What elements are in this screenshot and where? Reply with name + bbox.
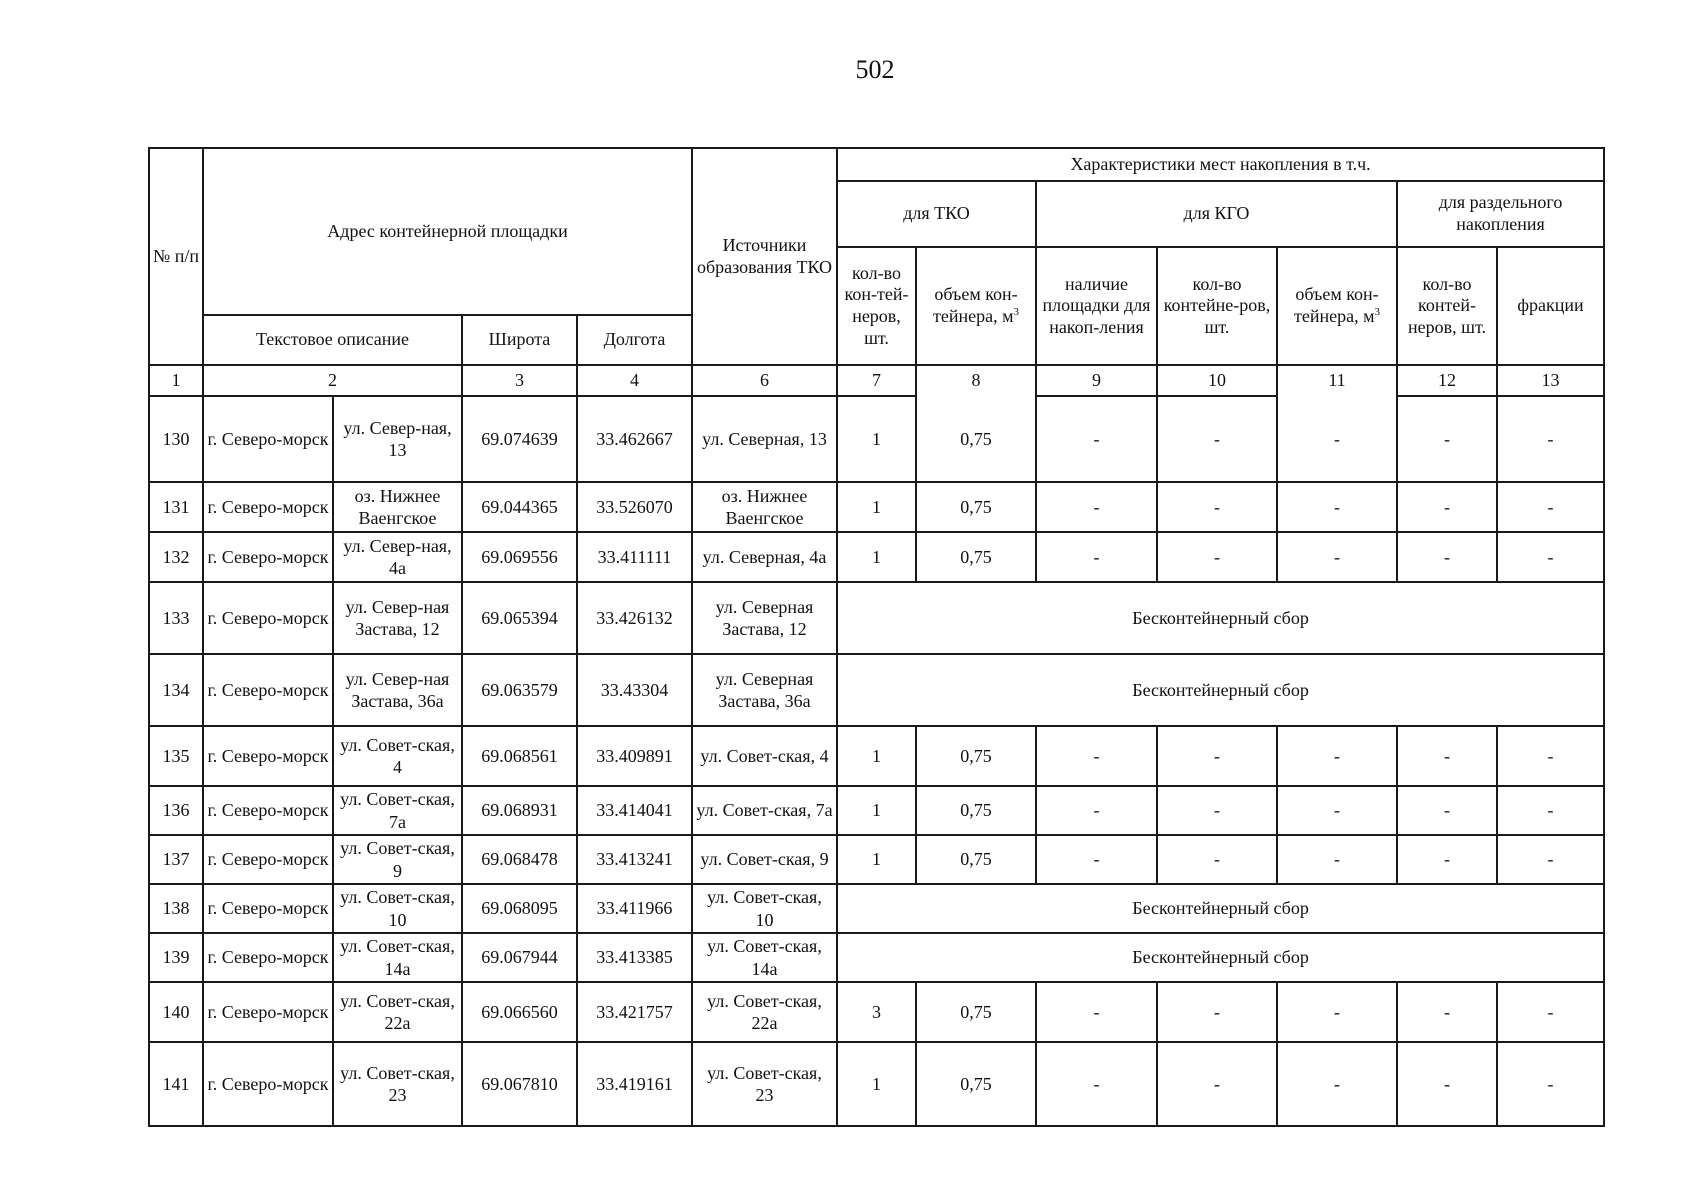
source-cell: ул. Совет-ская, 9: [692, 835, 837, 884]
longitude-cell: 33.411966: [577, 884, 692, 933]
col-number: 10: [1157, 365, 1277, 396]
latitude-cell: 69.068931: [462, 786, 577, 835]
sep-fractions-cell: -: [1497, 786, 1604, 835]
tko-count-cell: 1: [837, 835, 916, 884]
latitude-cell: 69.068095: [462, 884, 577, 933]
source-cell: ул. Совет-ская, 14а: [692, 933, 837, 982]
street-cell: ул. Север-ная Застава, 36а: [333, 654, 462, 726]
latitude-cell: 69.063579: [462, 654, 577, 726]
table-row: [149, 884, 1604, 933]
row-number-cell: 133: [149, 582, 203, 654]
sep-fractions-cell: -: [1497, 396, 1604, 482]
containerless-collection-cell: Бесконтейнерный сбор: [837, 933, 1604, 982]
source-cell: ул. Северная Застава, 36а: [692, 654, 837, 726]
row-number-cell: 135: [149, 726, 203, 786]
latitude-cell: 69.068478: [462, 835, 577, 884]
table-row: [149, 654, 1604, 726]
kgo-count-cell: -: [1157, 532, 1277, 582]
tko-count-cell: 3: [837, 982, 916, 1042]
header-address-group: Адрес контейнерной площадки: [203, 148, 692, 315]
tko-count-cell: 1: [837, 1042, 916, 1126]
row-number-cell: 134: [149, 654, 203, 726]
row-number-cell: 130: [149, 396, 203, 482]
kgo-count-cell: -: [1157, 726, 1277, 786]
street-cell: ул. Совет-ская, 7а: [333, 786, 462, 835]
header-latitude: Широта: [462, 315, 577, 365]
kgo-site-cell: -: [1036, 982, 1157, 1042]
kgo-count-cell: -: [1157, 835, 1277, 884]
col-number: 13: [1497, 365, 1604, 396]
source-cell: ул. Северная, 4а: [692, 532, 837, 582]
header-tko-volume: объем кон-тейнера, $м^3$: [916, 247, 1036, 365]
sep-fractions-cell: -: [1497, 532, 1604, 582]
table-body: [149, 396, 1604, 1126]
source-cell: ул. Совет-ская, 22а: [692, 982, 837, 1042]
tko-volume-cell: 0,75: [916, 982, 1036, 1042]
containerless-collection-cell: Бесконтейнерный сбор: [837, 654, 1604, 726]
col-number: 1: [149, 365, 203, 396]
kgo-site-cell: -: [1036, 1042, 1157, 1126]
kgo-site-cell: -: [1036, 396, 1157, 482]
containerless-collection-cell: Бесконтейнерный сбор: [837, 884, 1604, 933]
table-row: [149, 582, 1604, 654]
kgo-site-cell: -: [1036, 482, 1157, 532]
city-cell: г. Северо-морск: [203, 786, 333, 835]
header-longitude: Долгота: [577, 315, 692, 365]
street-cell: ул. Совет-ская, 9: [333, 835, 462, 884]
page-number: 502: [855, 55, 895, 84]
col-number: 2: [203, 365, 462, 396]
header-sources: Источники образования ТКО: [692, 148, 837, 365]
latitude-cell: 69.067810: [462, 1042, 577, 1126]
kgo-volume-cell: -: [1277, 982, 1397, 1042]
header-characteristics: Характеристики мест накопления в т.ч.: [837, 148, 1604, 181]
city-cell: г. Северо-морск: [203, 482, 333, 532]
kgo-volume-cell: -: [1277, 786, 1397, 835]
sep-fractions-cell: -: [1497, 726, 1604, 786]
longitude-cell: 33.411111: [577, 532, 692, 582]
source-cell: ул. Совет-ская, 23: [692, 1042, 837, 1126]
longitude-cell: 33.421757: [577, 982, 692, 1042]
kgo-count-cell: -: [1157, 786, 1277, 835]
sep-count-cell: -: [1397, 532, 1497, 582]
sep-fractions-cell: -: [1497, 482, 1604, 532]
header-kgo-group: для КГО: [1036, 181, 1397, 247]
kgo-count-cell: -: [1157, 982, 1277, 1042]
tko-volume-cell: 0,75: [916, 482, 1036, 532]
column-numbers-row: [149, 365, 1604, 396]
latitude-cell: 69.069556: [462, 532, 577, 582]
longitude-cell: 33.462667: [577, 396, 692, 482]
tko-volume-cell: 0,75: [916, 1042, 1036, 1126]
street-cell: оз. Нижнее Ваенгское: [333, 482, 462, 532]
tko-volume-cell: 0,75: [916, 396, 1036, 482]
row-number-cell: 131: [149, 482, 203, 532]
tko-count-cell: 1: [837, 532, 916, 582]
sep-fractions-cell: -: [1497, 1042, 1604, 1126]
street-cell: ул. Совет-ская, 23: [333, 1042, 462, 1126]
header-kgo-count: кол-во контейне-ров, шт.: [1157, 247, 1277, 365]
sep-count-cell: -: [1397, 396, 1497, 482]
tko-volume-cell: 0,75: [916, 786, 1036, 835]
latitude-cell: 69.074639: [462, 396, 577, 482]
longitude-cell: 33.409891: [577, 726, 692, 786]
header-text-desc: Текстовое описание: [203, 315, 462, 365]
latitude-cell: 69.068561: [462, 726, 577, 786]
table-row: [149, 786, 1604, 835]
city-cell: г. Северо-морск: [203, 532, 333, 582]
kgo-volume-cell: -: [1277, 1042, 1397, 1126]
tko-count-cell: 1: [837, 482, 916, 532]
col-number: 12: [1397, 365, 1497, 396]
tko-count-cell: 1: [837, 786, 916, 835]
header-separate-group: для раздельного накопления: [1397, 181, 1604, 247]
street-cell: ул. Совет-ская, 22а: [333, 982, 462, 1042]
kgo-count-cell: -: [1157, 1042, 1277, 1126]
latitude-cell: 69.065394: [462, 582, 577, 654]
longitude-cell: 33.414041: [577, 786, 692, 835]
tko-volume-cell: 0,75: [916, 726, 1036, 786]
col-number: 9: [1036, 365, 1157, 396]
longitude-cell: 33.526070: [577, 482, 692, 532]
kgo-site-cell: -: [1036, 532, 1157, 582]
sep-count-cell: -: [1397, 1042, 1497, 1126]
kgo-count-cell: -: [1157, 482, 1277, 532]
sep-count-cell: -: [1397, 835, 1497, 884]
city-cell: г. Северо-морск: [203, 654, 333, 726]
col-number: 4: [577, 365, 692, 396]
sep-count-cell: -: [1397, 726, 1497, 786]
col-number: 3: [462, 365, 577, 396]
source-cell: ул. Северная Застава, 12: [692, 582, 837, 654]
city-cell: г. Северо-морск: [203, 835, 333, 884]
city-cell: г. Северо-морск: [203, 396, 333, 482]
source-cell: ул. Совет-ская, 4: [692, 726, 837, 786]
source-cell: оз. Нижнее Ваенгское: [692, 482, 837, 532]
sep-count-cell: -: [1397, 982, 1497, 1042]
header-kgo-volume: объем кон-тейнера, $м^3$: [1277, 247, 1397, 365]
col-number: 6: [692, 365, 837, 396]
kgo-site-cell: -: [1036, 726, 1157, 786]
header-sep-count: кол-во контей-неров, шт.: [1397, 247, 1497, 365]
source-cell: ул. Совет-ская, 10: [692, 884, 837, 933]
col-number: 8: [916, 365, 1036, 396]
table-row: [149, 835, 1604, 884]
tko-volume-cell: 0,75: [916, 532, 1036, 582]
col-number: 11: [1277, 365, 1397, 396]
latitude-cell: 69.044365: [462, 482, 577, 532]
city-cell: г. Северо-морск: [203, 884, 333, 933]
table-row: [149, 532, 1604, 582]
table-row: [149, 482, 1604, 532]
header-tko-count: кол-во кон-тей-неров, шт.: [837, 247, 916, 365]
kgo-volume-cell: -: [1277, 726, 1397, 786]
row-number-cell: 132: [149, 532, 203, 582]
tko-count-cell: 1: [837, 396, 916, 482]
street-cell: ул. Совет-ская, 14а: [333, 933, 462, 982]
container-sites-table: [148, 147, 1605, 1127]
street-cell: ул. Север-ная Застава, 12: [333, 582, 462, 654]
city-cell: г. Северо-морск: [203, 726, 333, 786]
longitude-cell: 33.413385: [577, 933, 692, 982]
sep-count-cell: -: [1397, 482, 1497, 532]
city-cell: г. Северо-морск: [203, 1042, 333, 1126]
sep-fractions-cell: -: [1497, 982, 1604, 1042]
table-row: [149, 726, 1604, 786]
header-tko-group: для ТКО: [837, 181, 1036, 247]
tko-volume-cell: 0,75: [916, 835, 1036, 884]
header-kgo-site: наличие площадки для накоп-ления: [1036, 247, 1157, 365]
table-row: [149, 982, 1604, 1042]
kgo-volume-cell: -: [1277, 532, 1397, 582]
latitude-cell: 69.067944: [462, 933, 577, 982]
kgo-volume-cell: -: [1277, 482, 1397, 532]
kgo-volume-cell: -: [1277, 396, 1397, 482]
table-row: [149, 933, 1604, 982]
table-row: [149, 1042, 1604, 1126]
kgo-site-cell: -: [1036, 786, 1157, 835]
table-row: [149, 396, 1604, 482]
row-number-cell: 136: [149, 786, 203, 835]
sep-fractions-cell: -: [1497, 835, 1604, 884]
city-cell: г. Северо-морск: [203, 582, 333, 654]
tko-count-cell: 1: [837, 726, 916, 786]
sep-count-cell: -: [1397, 786, 1497, 835]
row-number-cell: 137: [149, 835, 203, 884]
longitude-cell: 33.419161: [577, 1042, 692, 1126]
street-cell: ул. Север-ная, 13: [333, 396, 462, 482]
header-sep-fractions: фракции: [1497, 247, 1604, 365]
row-number-cell: 140: [149, 982, 203, 1042]
longitude-cell: 33.413241: [577, 835, 692, 884]
source-cell: ул. Северная, 13: [692, 396, 837, 482]
source-cell: ул. Совет-ская, 7а: [692, 786, 837, 835]
longitude-cell: 33.43304: [577, 654, 692, 726]
kgo-volume-cell: -: [1277, 835, 1397, 884]
kgo-count-cell: -: [1157, 396, 1277, 482]
latitude-cell: 69.066560: [462, 982, 577, 1042]
street-cell: ул. Совет-ская, 4: [333, 726, 462, 786]
row-number-cell: 141: [149, 1042, 203, 1126]
row-number-cell: 138: [149, 884, 203, 933]
header-num: № п/п: [149, 148, 203, 365]
row-number-cell: 139: [149, 933, 203, 982]
longitude-cell: 33.426132: [577, 582, 692, 654]
street-cell: ул. Совет-ская, 10: [333, 884, 462, 933]
city-cell: г. Северо-морск: [203, 982, 333, 1042]
col-number: 7: [837, 365, 916, 396]
containerless-collection-cell: Бесконтейнерный сбор: [837, 582, 1604, 654]
city-cell: г. Северо-морск: [203, 933, 333, 982]
kgo-site-cell: -: [1036, 835, 1157, 884]
street-cell: ул. Север-ная, 4а: [333, 532, 462, 582]
